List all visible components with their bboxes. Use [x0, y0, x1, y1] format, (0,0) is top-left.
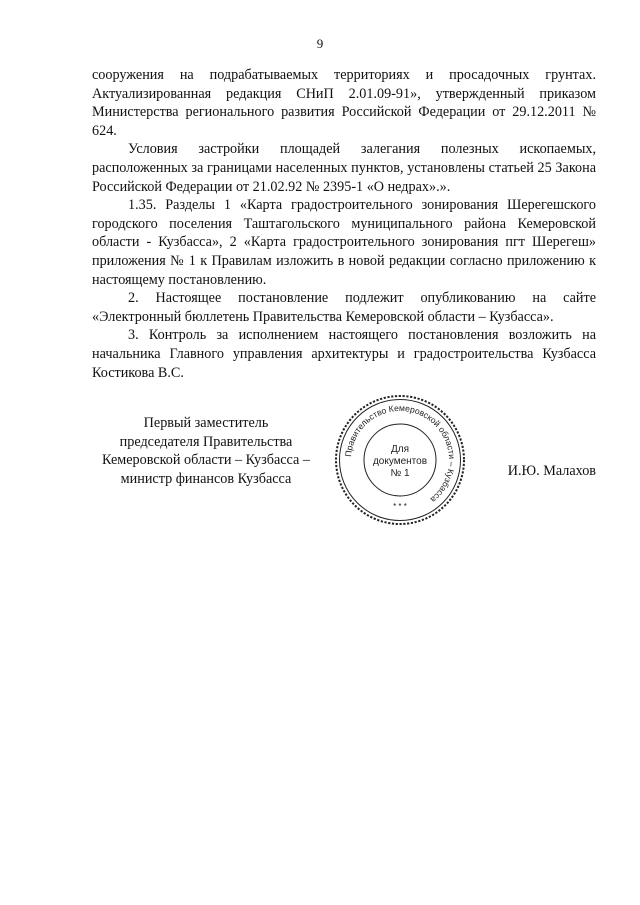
seal-ring-text: Правительство Кемеровской области – Кузбасса	[343, 402, 458, 505]
seal-center-line-2: документов	[372, 456, 428, 467]
signer-title	[92, 414, 320, 488]
signer-name: И.Ю. Малахов	[507, 463, 596, 479]
seal-center-line-3: № 1	[390, 468, 410, 479]
paragraph-development-conditions: Условия застройки площадей залегания полезных ископаемых, расположенных за границами населенных пунктов, установлены статьей 25 Закона Российской Федерации от 21.02.92 № 2395-1 «О недрах».».	[92, 141, 596, 195]
signer-title-line: министр финансов Кузбасса	[120, 470, 292, 487]
page-number: 9	[316, 36, 324, 51]
seal-center-line-1: Для	[390, 444, 410, 455]
paragraph-continuation: сооружения на подрабатываемых территориях и просадочных грунтах. Актуализированная редакция СНиП 2.01.09-91», утвержденный приказом Министерства регионального развития Российской Федерации от 29.12.2011 № 624.	[92, 67, 596, 139]
signer-title-line: председателя Правительства	[119, 433, 293, 450]
paragraph-item-1-35: 1.35. Разделы 1 «Карта градостроительного зонирования Шерегешского городского поселения Таштагольского муниципального района Кемеровской области - Кузбасса», 2 «Карта градостроительного зонирования пгт Шерегеш» приложения № 1 к Правилам изложить в новой редакции согласно приложению к настоящему постановлению.	[92, 197, 596, 288]
paragraph-item-2: 2. Настоящее постановление подлежит опубликованию на сайте «Электронный бюллетень Правительства Кемеровской области – Кузбасса».	[92, 290, 596, 325]
document-body	[92, 66, 596, 382]
signer-title-line: Первый заместитель	[143, 415, 269, 431]
seal-stars: * * *	[393, 502, 407, 511]
signer-title-line: Кемеровской области – Кузбасса –	[102, 452, 310, 469]
official-seal	[332, 392, 468, 528]
paragraph-item-3: 3. Контроль за исполнением настоящего постановления возложить на начальника Главного управления архитектуры и градостроительства Кузбасса Костикова В.С.	[92, 327, 596, 381]
